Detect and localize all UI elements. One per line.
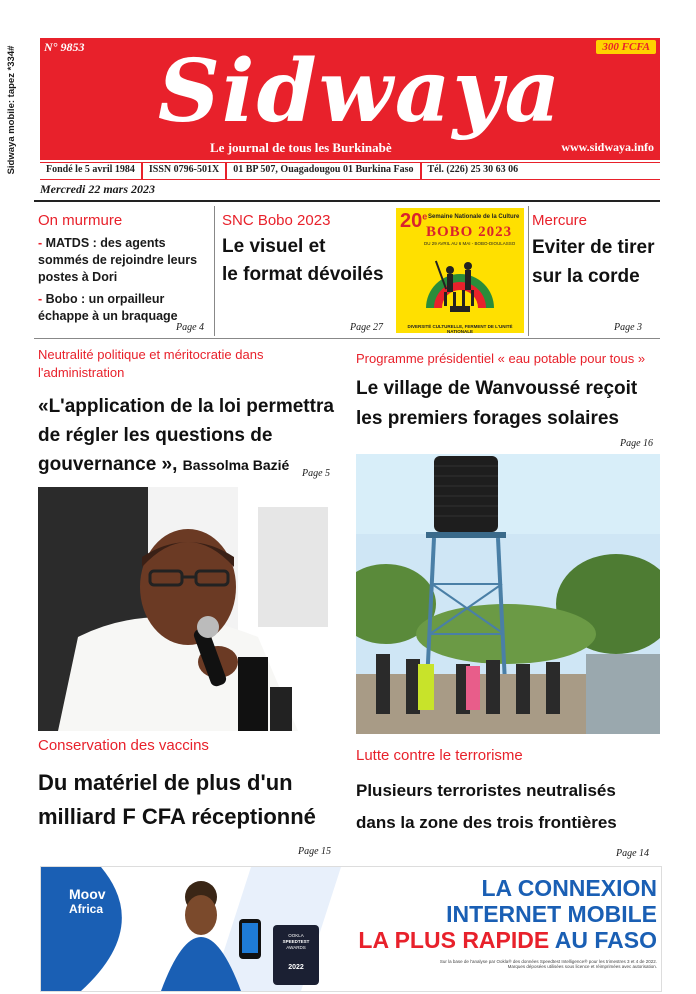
ad-fine-print: Sur la base de l'analyse par Ookla® des données Speedtest Intelligence® pour les trimestres 3 et 4 de 2022. [439, 959, 657, 964]
page-ref: Page 15 [298, 846, 332, 857]
headline-line: Plusieurs terroristes neutralisés [356, 781, 616, 800]
kicker-line: l'administration [38, 365, 125, 380]
list-item[interactable] [38, 235, 210, 286]
headline-line: le format dévoilés [222, 264, 384, 285]
tagline: Le journal de tous les Burkinabè [210, 140, 392, 155]
poster-brand: BOBO 2023 [426, 224, 513, 240]
founded-date: Fondé le 5 avril 1984 [40, 163, 143, 179]
teaser-snc[interactable] [222, 212, 392, 289]
kicker: SNC Bobo 2023 [222, 212, 331, 229]
ad-fine-print: Marques déposées utilisées sous licence et réimprimées avec autorisation. [507, 964, 657, 969]
poster-number-text: 20 [400, 210, 423, 232]
kicker: Mercure [532, 212, 588, 229]
kicker-line: Neutralité politique et méritocratie dans [38, 347, 264, 362]
poster-number [400, 210, 427, 233]
photo-water-tower-image-icon [356, 454, 660, 734]
ad-line-blue: AU FASO [549, 927, 657, 953]
ad-brand-line: Africa [69, 902, 104, 916]
page-ref: Page 14 [616, 848, 650, 859]
issue-number: N° 9853 [44, 40, 85, 54]
poster-title: Semaine Nationale de la Culture [428, 214, 520, 220]
website-link[interactable]: www.sidwaya.info [561, 140, 654, 154]
kicker: Lutte contre le terrorisme [356, 747, 523, 764]
divider [34, 338, 660, 339]
headline-line: Du matériel de plus d'un [38, 770, 293, 795]
ad-brand-logo [69, 887, 106, 917]
page-ref: Page 3 [614, 322, 643, 333]
headline-line: dans la zone des trois frontières [356, 813, 617, 832]
award-year: 2022 [288, 964, 304, 971]
ad-brand-line: Moov [69, 886, 106, 902]
headline-line: «L'application de la loi permettra [38, 396, 334, 417]
ad-line: INTERNET MOBILE [446, 901, 657, 927]
postal-address: 01 BP 507, Ouagadougou 01 Burkina Faso [227, 163, 421, 179]
poster-motto: DIVERSITÉ CULTURELLE, FERMENT DE L'UNITÉ NATIONALE [407, 324, 513, 333]
byline: Bassolma Bazié [182, 457, 290, 473]
column-divider [214, 206, 215, 336]
bullet-text: Bobo : un orpailleur échappe à un braquage [38, 292, 178, 323]
issn: ISSN 0796-501X [143, 163, 227, 179]
kicker: Programme présidentiel « eau potable pour tous » [356, 351, 646, 366]
masthead [40, 38, 660, 160]
side-promo-label: Sidwaya mobile: tapez *334# [6, 45, 17, 175]
moov-africa-ad[interactable] [40, 866, 662, 992]
headline-line: Eviter de tirer [532, 237, 655, 258]
story-wanvousse[interactable] [356, 350, 666, 434]
headline-line: milliard F CFA réceptionné [38, 804, 316, 829]
poster-dates: DU 29 AVRIL AU 6 MAI - BOBO-DIOULASSO [424, 241, 516, 246]
story-bazie[interactable] [38, 346, 338, 480]
story-vaccins[interactable] [38, 736, 348, 834]
teaser-on-murmure[interactable] [38, 212, 210, 325]
snc-poster-image[interactable] [396, 208, 524, 333]
headline-line: Le village de Wanvoussé reçoit [356, 378, 638, 399]
story-terrorisme[interactable] [356, 746, 666, 838]
ad-line: LA CONNEXION [481, 875, 657, 901]
headline-line [38, 450, 338, 480]
photo-bazie[interactable] [38, 487, 340, 731]
photo-bazie-image-icon [38, 487, 340, 731]
newspaper-logo[interactable]: Sidwaya [157, 41, 563, 142]
price-badge: 300 FCFA [596, 40, 656, 54]
side-promo-text [6, 40, 20, 180]
teaser-mercure[interactable] [532, 212, 662, 291]
award-line: SPEEDTEST [282, 939, 310, 944]
ad-copy [331, 875, 657, 969]
bullet-text: MATDS : des agents sommés de rejoindre leurs postes à Dori [38, 236, 198, 284]
headline-line: sur la corde [532, 266, 640, 287]
ad-line-red: LA PLUS RAPIDE [358, 927, 550, 953]
headline-line: Le visuel et [222, 236, 326, 257]
photo-water-tower[interactable] [356, 454, 660, 734]
kicker: Conservation des vaccins [38, 737, 209, 754]
phone: Tél. (226) 25 30 63 06 [427, 164, 519, 175]
headline-line: les premiers forages solaires [356, 408, 619, 429]
info-bar [40, 162, 660, 180]
kicker: On murmure [38, 212, 123, 229]
column-divider [528, 206, 529, 336]
headline-text: gouvernance », [38, 454, 183, 475]
page-ref: Page 4 [176, 322, 205, 333]
ad-award-badge [275, 933, 317, 971]
poster-emblem-icon [420, 248, 500, 322]
page-ref: Page 5 [302, 468, 331, 479]
bullet-dash: - [38, 236, 43, 250]
bullet-dash: - [38, 292, 43, 306]
headline-line: de régler les questions de [38, 425, 273, 446]
divider [34, 200, 660, 202]
list-item[interactable] [38, 291, 210, 325]
poster-number-sup: e [422, 211, 428, 222]
award-line: OOKLA [288, 933, 304, 938]
publication-date: Mercredi 22 mars 2023 [40, 182, 155, 196]
award-line: AWARDS [286, 945, 306, 950]
page-ref: Page 16 [620, 438, 654, 449]
page-ref: Page 27 [350, 322, 384, 333]
